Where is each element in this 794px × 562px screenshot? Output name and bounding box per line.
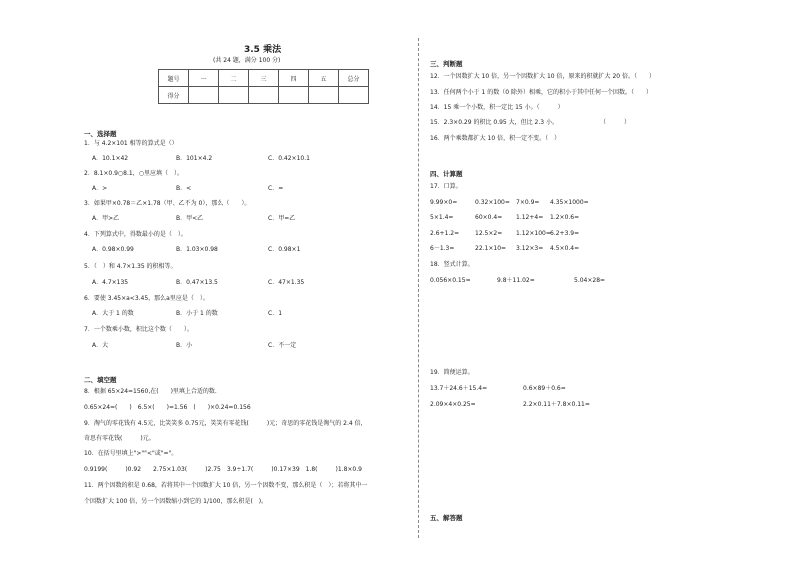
option[interactable]: A．甲>乙 xyxy=(92,215,120,222)
option[interactable]: B．小 xyxy=(176,342,193,349)
option[interactable]: C．不一定 xyxy=(268,342,297,349)
table-cell: 三 xyxy=(249,70,279,87)
calc-item: 0.32×100= xyxy=(475,199,510,206)
calc-item: 2.6+1.2= xyxy=(430,230,460,237)
question: 18．竖式计算。 xyxy=(430,261,474,268)
calc-item: 1.12+4= xyxy=(516,214,544,221)
calc-item: 0.056×0.15= xyxy=(430,277,471,284)
option[interactable]: B．1.03×0.98 xyxy=(176,246,218,253)
question: 5．（ ）和 4.7×1.35 的积相等。 xyxy=(84,263,177,270)
question: 12．一个因数扩大 10 倍，另一个因数扩大 10 倍，原来的积就扩大 20 倍。（ ） xyxy=(430,73,655,80)
column-divider xyxy=(418,38,419,538)
question-continued: 奇思有零花钱( )元。 xyxy=(84,435,155,442)
option[interactable]: A．大 xyxy=(92,342,109,349)
option[interactable]: C．47×1.35 xyxy=(268,279,305,286)
question: 8．根据 65×24=1560,在( )里填上合适的数. xyxy=(84,388,217,395)
option[interactable]: A．大于 1 的数 xyxy=(92,310,134,317)
table-cell: 总分 xyxy=(339,70,369,87)
score-table xyxy=(158,69,369,104)
calc-item: 9.8＋11.02= xyxy=(497,277,535,284)
score-input-cell[interactable] xyxy=(249,87,279,104)
calc-item: 2.09×4×0.25= xyxy=(430,401,476,408)
question: 3．如果甲×0.78＝乙×1.78（甲、乙不为 0），那么（ ）。 xyxy=(84,200,251,207)
question: 15．2.3×0.29 的积比 0.95 大，但比 2.3 小。 （ ） xyxy=(430,119,631,126)
option[interactable]: C．1 xyxy=(268,310,283,317)
option[interactable]: C．= xyxy=(268,185,284,192)
calc-item: 22.1×10= xyxy=(475,245,507,252)
section-heading: 五、解答题 xyxy=(430,514,463,522)
question: 10．在括号里填上">""<"或"="。 xyxy=(84,450,178,457)
score-input-cell[interactable] xyxy=(309,87,339,104)
question: 11．两个因数的积是 0.68，若将其中一个因数扩大 10 倍，另一个因数不变，那么积是（ ）；若将其中一 xyxy=(84,482,368,489)
option[interactable]: B．< xyxy=(176,185,192,192)
question: 9．淘气的零花钱有 4.5元，比笑笑多 0.75元，笑笑有零花钱( )元；奇思的零花钱是淘气的 2.4 倍， xyxy=(84,420,367,427)
question: 1．与 4.2×101 相等的算式是（） xyxy=(84,140,178,147)
option[interactable]: B．0.47×13.5 xyxy=(176,279,218,286)
score-input-cell[interactable] xyxy=(189,87,219,104)
table-cell: 二 xyxy=(219,70,249,87)
question: 19．简便运算。 xyxy=(430,369,474,376)
calc-item: 1.2×0.6= xyxy=(550,214,580,221)
option[interactable]: C．甲=乙 xyxy=(268,215,296,222)
question: 17．口算。 xyxy=(430,183,462,190)
question: 14．15 乘一个小数，积一定比 15 小。（ ） xyxy=(430,104,564,111)
question: 7．一个数乘小数，积比这个数（ ）。 xyxy=(84,326,193,333)
section-heading: 四、计算题 xyxy=(430,170,463,178)
question-continued: 个因数扩大 100 倍，另一个因数缩小到它的 1/100，那么积是( )。 xyxy=(84,498,268,505)
table-cell: 四 xyxy=(279,70,309,87)
question: 16．两个乘数都扩大 10 倍，积一定不变。（ ） xyxy=(430,135,561,142)
fill-blank-row[interactable]: 0.9199( )0.92 2.75×1.03( )2.75 3.9÷1.7( )0.17×39 1.8( )1.8×0.9 xyxy=(84,466,362,473)
calc-item: 6－1.3= xyxy=(430,245,455,252)
question: 13．任何两个小于 1 的数（0 除外）相乘，它的积小于其中任何一个因数。（ ） xyxy=(430,89,652,96)
table-cell: 题号 xyxy=(159,70,189,87)
section-heading: 三、判断题 xyxy=(430,60,463,68)
calc-item: 9.99×0= xyxy=(430,199,458,206)
page-title: 3.5 乘法 xyxy=(244,45,282,55)
option[interactable]: C．0.98×1 xyxy=(268,246,301,253)
question: 6．要使 3.45×a<3.45，那么a里应是（ ）。 xyxy=(84,295,209,302)
section-heading: 二、填空题 xyxy=(84,376,117,384)
score-input-cell[interactable] xyxy=(339,87,369,104)
question: 2．8.1×0.9○8.1，○里应填（ ）。 xyxy=(84,170,183,177)
table-row xyxy=(159,70,369,87)
fill-blank-row[interactable]: 0.65×24=( ) 6.5×( )=1.56 ( )×0.24=0.156 xyxy=(84,404,251,411)
option[interactable]: A．0.98×0.99 xyxy=(92,246,134,253)
calc-item: 5.04×28= xyxy=(574,277,606,284)
calc-item: 6.2+3.9= xyxy=(550,230,580,237)
option[interactable]: A．10.1×42 xyxy=(92,155,129,162)
section-heading: 一、选择题 xyxy=(84,130,117,138)
calc-item: 60×0.4= xyxy=(475,214,503,221)
option[interactable]: B．小于 1 的数 xyxy=(176,310,218,317)
table-row xyxy=(159,87,369,104)
calc-item: 4.35×1000= xyxy=(550,199,589,206)
page-subtitle: (共 24 题，满分 100 分) xyxy=(213,57,281,64)
calc-item: 5×1.4= xyxy=(430,214,454,221)
question: 4．下列算式中，得数最小的是（ ）。 xyxy=(84,231,187,238)
calc-item: 12.5×2= xyxy=(475,230,503,237)
calc-item: 13.7＋24.6＋15.4= xyxy=(430,385,488,392)
score-input-cell[interactable] xyxy=(279,87,309,104)
table-cell: 五 xyxy=(309,70,339,87)
score-input-cell[interactable] xyxy=(219,87,249,104)
calc-item: 1.12×100= xyxy=(516,230,551,237)
option[interactable]: C．0.42×10.1 xyxy=(268,155,310,162)
option[interactable]: A．4.7×135 xyxy=(92,279,129,286)
table-cell: 得分 xyxy=(159,87,189,104)
table-cell: 一 xyxy=(189,70,219,87)
calc-item: 7×0.9= xyxy=(516,199,540,206)
calc-item: 0.6×89＋0.6= xyxy=(523,385,566,392)
calc-item: 3.12×3= xyxy=(516,245,544,252)
calc-item: 4.5×0.4= xyxy=(550,245,580,252)
option[interactable]: A．> xyxy=(92,185,108,192)
option[interactable]: B．甲<乙 xyxy=(176,215,204,222)
calc-item: 2.2×0.11＋7.8×0.11= xyxy=(523,401,590,408)
option[interactable]: B．101×4.2 xyxy=(176,155,213,162)
